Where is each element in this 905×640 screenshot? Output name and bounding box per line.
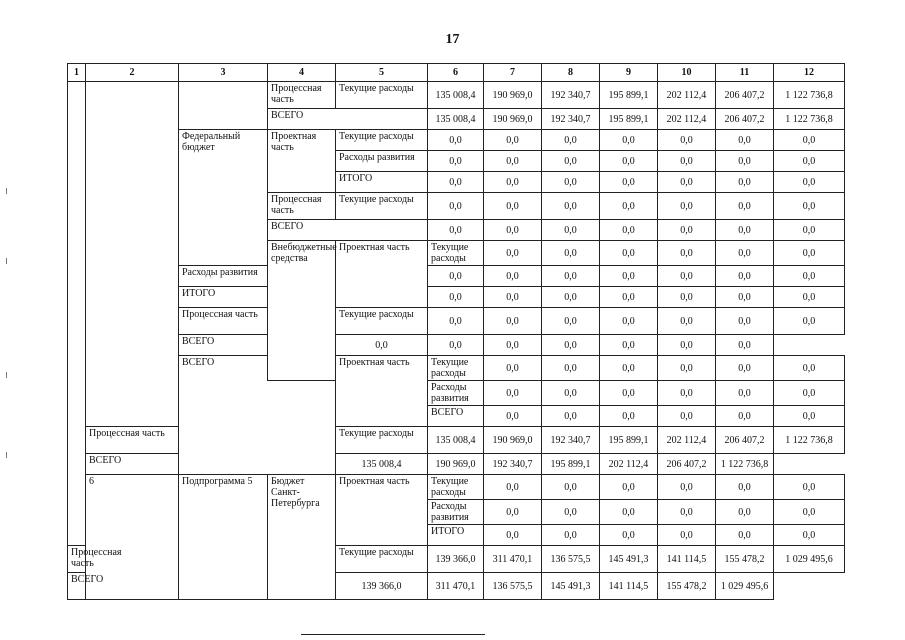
value-cell: 0,0: [484, 356, 542, 381]
value-cell: 0,0: [774, 220, 845, 241]
value-cell: 190 969,0: [484, 109, 542, 130]
value-cell: 195 899,1: [600, 109, 658, 130]
source-label: Бюджет Санкт-Петербурга: [268, 475, 336, 600]
value-cell: 141 114,5: [600, 573, 658, 600]
table-row: [68, 475, 845, 500]
value-cell: 0,0: [428, 172, 484, 193]
value-cell: 0,0: [716, 241, 774, 266]
value-cell: 0,0: [484, 172, 542, 193]
value-cell: 0,0: [428, 266, 484, 287]
value-cell: 0,0: [484, 381, 542, 406]
value-cell: 0,0: [716, 335, 774, 356]
value-cell: 0,0: [428, 130, 484, 151]
value-cell: 0,0: [542, 172, 600, 193]
part-label: Проектная часть: [268, 130, 336, 193]
value-cell: 0,0: [774, 172, 845, 193]
value-cell: 0,0: [716, 525, 774, 546]
value-cell: 0,0: [484, 130, 542, 151]
value-cell: 0,0: [542, 130, 600, 151]
value-cell: 0,0: [428, 193, 484, 220]
total-label: ВСЕГО: [268, 109, 428, 130]
value-cell: 0,0: [336, 335, 428, 356]
expense-label: Расходы развития: [336, 151, 428, 172]
value-cell: 0,0: [774, 287, 845, 308]
table-row: [68, 287, 845, 308]
table-row: [68, 130, 845, 151]
value-cell: 135 008,4: [428, 82, 484, 109]
part-label: Проектная часть: [336, 356, 428, 427]
part-label: Проектная часть: [336, 475, 428, 546]
part-label: Процессная часть: [268, 82, 336, 109]
value-cell: 0,0: [484, 475, 542, 500]
value-cell: 135 008,4: [428, 109, 484, 130]
value-cell: 0,0: [600, 335, 658, 356]
column-header: 1: [68, 64, 86, 82]
total-label: ВСЕГО: [179, 335, 336, 356]
value-cell: 0,0: [658, 241, 716, 266]
subtotal-label: ВСЕГО: [428, 406, 484, 427]
value-cell: 0,0: [774, 193, 845, 220]
value-cell: 0,0: [542, 381, 600, 406]
bottom-rule: [301, 634, 485, 635]
value-cell: 0,0: [600, 151, 658, 172]
value-cell: 0,0: [600, 241, 658, 266]
value-cell: 0,0: [774, 241, 845, 266]
column-header: 2: [86, 64, 179, 82]
value-cell: 0,0: [600, 266, 658, 287]
expense-label: Расходы развития: [179, 266, 268, 287]
value-cell: 0,0: [716, 406, 774, 427]
value-cell: 0,0: [658, 356, 716, 381]
value-cell: 0,0: [716, 266, 774, 287]
value-cell: 0,0: [484, 287, 542, 308]
value-cell: 0,0: [658, 381, 716, 406]
value-cell: 0,0: [658, 406, 716, 427]
expense-label: Расходы развития: [428, 381, 484, 406]
value-cell: 0,0: [716, 287, 774, 308]
value-cell: 0,0: [542, 335, 600, 356]
column-header: 11: [716, 64, 774, 82]
subtotal-label: ИТОГО: [428, 525, 484, 546]
expense-label: Текущие расходы: [336, 546, 428, 573]
value-cell: 0,0: [484, 525, 542, 546]
value-cell: 0,0: [600, 287, 658, 308]
value-cell: 206 407,2: [716, 109, 774, 130]
value-cell: 206 407,2: [716, 82, 774, 109]
part-label: Проектная часть: [336, 241, 428, 308]
column-header: 7: [484, 64, 542, 82]
value-cell: 0,0: [542, 287, 600, 308]
value-cell: 1 122 736,8: [774, 82, 845, 109]
value-cell: 192 340,7: [542, 82, 600, 109]
value-cell: 0,0: [658, 335, 716, 356]
page-number: 17: [445, 32, 460, 47]
value-cell: 0,0: [600, 172, 658, 193]
value-cell: 190 969,0: [484, 82, 542, 109]
expense-label: Текущие расходы: [336, 82, 428, 109]
value-cell: 0,0: [774, 308, 845, 335]
value-cell: 0,0: [716, 475, 774, 500]
value-cell: 206 407,2: [716, 427, 774, 454]
part-label: Процессная часть: [179, 308, 268, 335]
value-cell: 0,0: [600, 220, 658, 241]
value-cell: 155 478,2: [716, 546, 774, 573]
expense-label: Текущие расходы: [336, 427, 428, 454]
value-cell: 1 029 495,6: [716, 573, 774, 600]
subtotal-label: ИТОГО: [179, 287, 268, 308]
column-header: 9: [600, 64, 658, 82]
value-cell: 195 899,1: [600, 82, 658, 109]
value-cell: 0,0: [774, 130, 845, 151]
scan-mark: [6, 452, 7, 458]
value-cell: 192 340,7: [542, 427, 600, 454]
value-cell: 202 112,4: [658, 82, 716, 109]
table-row: [68, 82, 845, 109]
value-cell: 136 575,5: [484, 573, 542, 600]
value-cell: 135 008,4: [336, 454, 428, 475]
value-cell: 0,0: [774, 475, 845, 500]
source-label: Федеральный бюджет: [179, 130, 268, 266]
value-cell: 195 899,1: [600, 427, 658, 454]
value-cell: 0,0: [716, 193, 774, 220]
column-header: 10: [658, 64, 716, 82]
source-cell: [179, 82, 268, 130]
value-cell: 0,0: [716, 172, 774, 193]
value-cell: 0,0: [716, 130, 774, 151]
value-cell: 0,0: [658, 151, 716, 172]
value-cell: 0,0: [658, 130, 716, 151]
value-cell: 0,0: [774, 500, 845, 525]
value-cell: 1 029 495,6: [774, 546, 845, 573]
value-cell: 0,0: [600, 193, 658, 220]
value-cell: 0,0: [716, 151, 774, 172]
value-cell: 0,0: [716, 308, 774, 335]
scan-mark: [6, 258, 7, 264]
row-num-cell: [68, 82, 86, 546]
value-cell: 0,0: [600, 500, 658, 525]
value-cell: 0,0: [484, 151, 542, 172]
value-cell: 0,0: [600, 356, 658, 381]
value-cell: 0,0: [484, 241, 542, 266]
value-cell: 192 340,7: [484, 454, 542, 475]
subtotal-label: ИТОГО: [336, 172, 428, 193]
expense-label: Текущие расходы: [336, 308, 428, 335]
value-cell: 135 008,4: [428, 427, 484, 454]
grand-total-label: ВСЕГО: [179, 356, 336, 475]
value-cell: 0,0: [774, 356, 845, 381]
budget-table: [67, 63, 845, 600]
value-cell: 0,0: [542, 500, 600, 525]
table-row: [68, 454, 845, 475]
row-number: 6: [86, 475, 179, 600]
value-cell: 0,0: [428, 220, 484, 241]
value-cell: 0,0: [658, 525, 716, 546]
value-cell: 202 112,4: [658, 427, 716, 454]
table-row: [68, 335, 845, 356]
value-cell: 0,0: [542, 220, 600, 241]
value-cell: 195 899,1: [542, 454, 600, 475]
expense-label: Текущие расходы: [428, 475, 484, 500]
value-cell: 0,0: [716, 356, 774, 381]
value-cell: 0,0: [774, 266, 845, 287]
expense-label: Текущие расходы: [336, 193, 428, 220]
subprogram-label: Подпрограмма 5: [179, 475, 268, 600]
expense-label: Текущие расходы: [428, 241, 484, 266]
table-row: [68, 356, 845, 381]
value-cell: 0,0: [428, 287, 484, 308]
column-header: 4: [268, 64, 336, 82]
value-cell: 0,0: [658, 287, 716, 308]
scan-mark: [6, 188, 7, 194]
value-cell: 192 340,7: [542, 109, 600, 130]
total-label: ВСЕГО: [268, 220, 428, 241]
column-header: 5: [336, 64, 428, 82]
value-cell: 145 491,3: [542, 573, 600, 600]
column-header: 12: [774, 64, 845, 82]
value-cell: 0,0: [484, 193, 542, 220]
value-cell: 0,0: [542, 475, 600, 500]
value-cell: 0,0: [658, 308, 716, 335]
value-cell: 190 969,0: [428, 454, 484, 475]
value-cell: 0,0: [542, 151, 600, 172]
value-cell: 0,0: [542, 193, 600, 220]
expense-label: Текущие расходы: [428, 356, 484, 381]
value-cell: 0,0: [542, 241, 600, 266]
value-cell: 139 366,0: [428, 546, 484, 573]
total-label: ВСЕГО: [68, 573, 179, 600]
value-cell: 0,0: [428, 308, 484, 335]
value-cell: 0,0: [600, 406, 658, 427]
source-label: Внебюджетные средства: [268, 241, 336, 381]
part-label: Процессная часть: [268, 193, 336, 220]
value-cell: 0,0: [542, 308, 600, 335]
value-cell: 0,0: [484, 266, 542, 287]
value-cell: 0,0: [774, 406, 845, 427]
value-cell: 139 366,0: [336, 573, 428, 600]
value-cell: 311 470,1: [484, 546, 542, 573]
column-header: 3: [179, 64, 268, 82]
value-cell: 0,0: [716, 220, 774, 241]
value-cell: 0,0: [658, 193, 716, 220]
value-cell: 0,0: [658, 172, 716, 193]
value-cell: 0,0: [658, 475, 716, 500]
value-cell: 0,0: [658, 266, 716, 287]
expense-label: Расходы развития: [428, 500, 484, 525]
value-cell: 0,0: [716, 381, 774, 406]
value-cell: 202 112,4: [658, 109, 716, 130]
value-cell: 1 122 736,8: [716, 454, 774, 475]
value-cell: 311 470,1: [428, 573, 484, 600]
value-cell: 0,0: [484, 406, 542, 427]
value-cell: 1 122 736,8: [774, 109, 845, 130]
value-cell: 0,0: [542, 406, 600, 427]
value-cell: 202 112,4: [600, 454, 658, 475]
value-cell: 0,0: [484, 335, 542, 356]
value-cell: 0,0: [600, 130, 658, 151]
value-cell: 0,0: [542, 356, 600, 381]
total-label: ВСЕГО: [86, 454, 268, 475]
value-cell: 0,0: [600, 308, 658, 335]
value-cell: 0,0: [484, 308, 542, 335]
value-cell: 0,0: [774, 381, 845, 406]
value-cell: 145 491,3: [600, 546, 658, 573]
value-cell: 0,0: [484, 500, 542, 525]
value-cell: 206 407,2: [658, 454, 716, 475]
value-cell: 0,0: [542, 266, 600, 287]
value-cell: 136 575,5: [542, 546, 600, 573]
value-cell: 1 122 736,8: [774, 427, 845, 454]
table-row: [68, 64, 845, 82]
value-cell: 0,0: [542, 525, 600, 546]
part-label: Процессная часть: [86, 427, 179, 454]
value-cell: 0,0: [600, 525, 658, 546]
value-cell: 155 478,2: [658, 573, 716, 600]
column-header: 6: [428, 64, 484, 82]
expense-label: Текущие расходы: [336, 130, 428, 151]
table-row: [68, 308, 845, 335]
value-cell: 0,0: [600, 475, 658, 500]
value-cell: 190 969,0: [484, 427, 542, 454]
subprogram-cell: [86, 82, 179, 427]
value-cell: 0,0: [600, 381, 658, 406]
value-cell: 0,0: [484, 220, 542, 241]
part-label: Процессная часть: [68, 546, 86, 573]
value-cell: 0,0: [658, 220, 716, 241]
table-row: [68, 266, 845, 287]
value-cell: 0,0: [716, 500, 774, 525]
value-cell: 0,0: [658, 500, 716, 525]
value-cell: 0,0: [428, 335, 484, 356]
value-cell: 0,0: [428, 151, 484, 172]
value-cell: 0,0: [774, 525, 845, 546]
value-cell: 0,0: [774, 151, 845, 172]
scan-mark: [6, 372, 7, 378]
column-header: 8: [542, 64, 600, 82]
value-cell: 141 114,5: [658, 546, 716, 573]
